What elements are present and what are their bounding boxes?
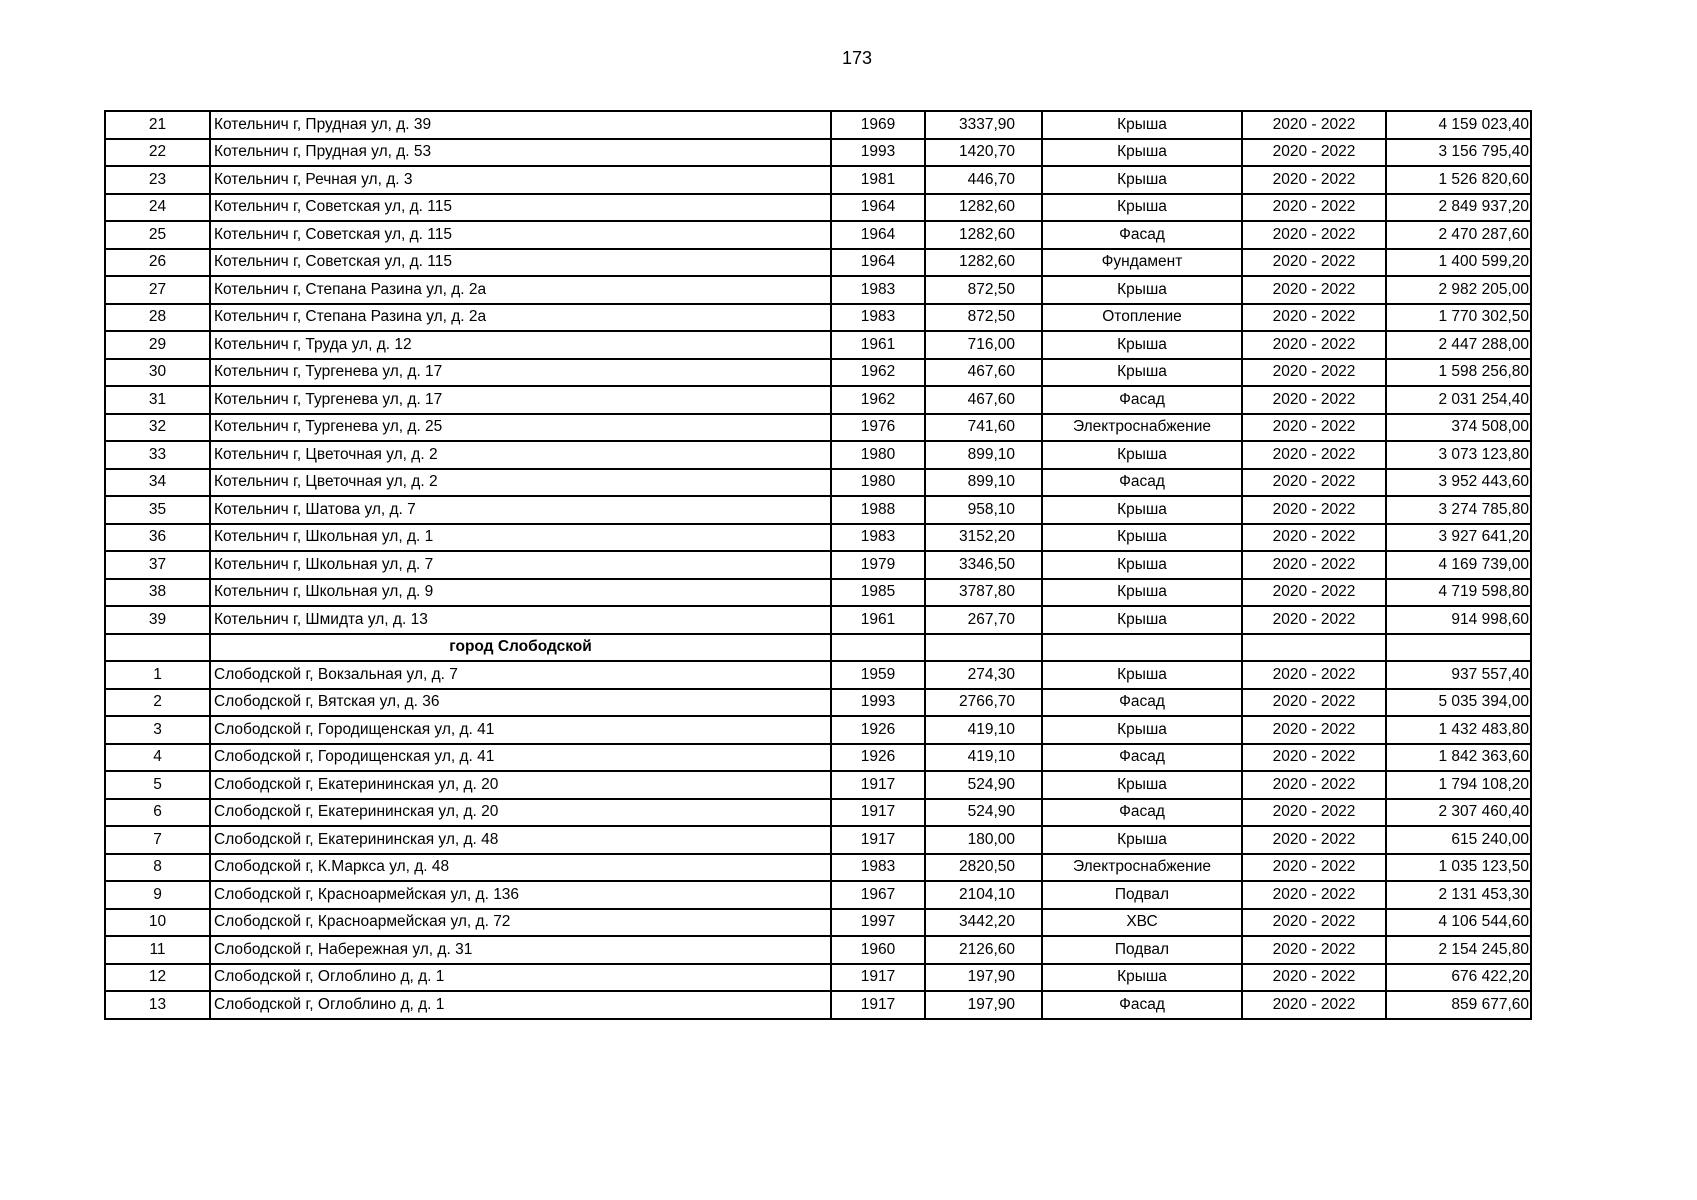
row-address: Слободской г, Оглоблино д, д. 1 (210, 964, 831, 992)
row-period: 2020 - 2022 (1242, 606, 1386, 634)
row-number: 22 (105, 139, 210, 167)
row-address: Котельнич г, Цветочная ул, д. 2 (210, 441, 831, 469)
row-address: Котельнич г, Советская ул, д. 115 (210, 194, 831, 222)
row-address: Слободской г, Городищенская ул, д. 41 (210, 716, 831, 744)
row-number: 12 (105, 964, 210, 992)
row-period: 2020 - 2022 (1242, 689, 1386, 717)
row-area: 180,00 (925, 826, 1042, 854)
row-number: 3 (105, 716, 210, 744)
table-row (105, 496, 1531, 524)
row-address: Котельнич г, Школьная ул, д. 1 (210, 524, 831, 552)
row-cost: 1 432 483,80 (1386, 716, 1531, 744)
row-area: 3346,50 (925, 551, 1042, 579)
row-area: 467,60 (925, 359, 1042, 387)
table-row (105, 359, 1531, 387)
row-address: Слободской г, Городищенская ул, д. 41 (210, 744, 831, 772)
row-year: 1993 (831, 689, 925, 717)
row-work-type: Крыша (1042, 826, 1242, 854)
row-cost: 859 677,60 (1386, 991, 1531, 1019)
table-body-part1 (105, 111, 1531, 634)
row-period: 2020 - 2022 (1242, 386, 1386, 414)
row-cost: 4 106 544,60 (1386, 909, 1531, 937)
row-period: 2020 - 2022 (1242, 579, 1386, 607)
row-year: 1926 (831, 716, 925, 744)
row-number: 21 (105, 111, 210, 139)
row-period: 2020 - 2022 (1242, 936, 1386, 964)
table-row (105, 689, 1531, 717)
table-row (105, 771, 1531, 799)
row-address: Котельнич г, Школьная ул, д. 9 (210, 579, 831, 607)
table-row (105, 524, 1531, 552)
table-row (105, 551, 1531, 579)
row-period: 2020 - 2022 (1242, 909, 1386, 937)
table-row (105, 139, 1531, 167)
row-number: 29 (105, 331, 210, 359)
row-period: 2020 - 2022 (1242, 991, 1386, 1019)
row-year: 1981 (831, 166, 925, 194)
table-row (105, 909, 1531, 937)
row-number: 1 (105, 661, 210, 689)
row-work-type: Крыша (1042, 276, 1242, 304)
row-period: 2020 - 2022 (1242, 414, 1386, 442)
row-cost: 676 422,20 (1386, 964, 1531, 992)
row-cost: 1 400 599,20 (1386, 249, 1531, 277)
row-area: 3442,20 (925, 909, 1042, 937)
page-number: 173 (841, 48, 873, 68)
section-empty-cell (1242, 634, 1386, 662)
row-cost: 1 598 256,80 (1386, 359, 1531, 387)
section-empty-cell (1042, 634, 1242, 662)
row-period: 2020 - 2022 (1242, 496, 1386, 524)
row-number: 26 (105, 249, 210, 277)
row-area: 3337,90 (925, 111, 1042, 139)
row-address: Котельнич г, Шатова ул, д. 7 (210, 496, 831, 524)
section-empty-cell (105, 634, 210, 662)
row-address: Котельнич г, Труда ул, д. 12 (210, 331, 831, 359)
row-area: 1282,60 (925, 194, 1042, 222)
row-area: 2126,60 (925, 936, 1042, 964)
row-work-type: Крыша (1042, 166, 1242, 194)
row-cost: 2 131 453,30 (1386, 881, 1531, 909)
row-period: 2020 - 2022 (1242, 194, 1386, 222)
row-cost: 1 794 108,20 (1386, 771, 1531, 799)
row-cost: 937 557,40 (1386, 661, 1531, 689)
row-year: 1917 (831, 799, 925, 827)
row-area: 274,30 (925, 661, 1042, 689)
row-year: 1964 (831, 221, 925, 249)
row-period: 2020 - 2022 (1242, 881, 1386, 909)
row-work-type: Крыша (1042, 661, 1242, 689)
row-address: Слободской г, Екатерининская ул, д. 20 (210, 771, 831, 799)
row-year: 1976 (831, 414, 925, 442)
table-row (105, 414, 1531, 442)
row-period: 2020 - 2022 (1242, 249, 1386, 277)
row-work-type: Фасад (1042, 991, 1242, 1019)
row-number: 7 (105, 826, 210, 854)
row-year: 1964 (831, 194, 925, 222)
row-number: 27 (105, 276, 210, 304)
row-work-type: Крыша (1042, 194, 1242, 222)
row-year: 1962 (831, 386, 925, 414)
table-row (105, 826, 1531, 854)
row-period: 2020 - 2022 (1242, 111, 1386, 139)
table-row (105, 276, 1531, 304)
row-cost: 4 159 023,40 (1386, 111, 1531, 139)
row-work-type: Фундамент (1042, 249, 1242, 277)
row-address: Слободской г, Красноармейская ул, д. 136 (210, 881, 831, 909)
row-period: 2020 - 2022 (1242, 139, 1386, 167)
row-period: 2020 - 2022 (1242, 826, 1386, 854)
row-area: 1282,60 (925, 221, 1042, 249)
row-year: 1917 (831, 771, 925, 799)
row-cost: 615 240,00 (1386, 826, 1531, 854)
row-year: 1980 (831, 469, 925, 497)
row-cost: 1 770 302,50 (1386, 304, 1531, 332)
row-work-type: Подвал (1042, 936, 1242, 964)
row-cost: 3 073 123,80 (1386, 441, 1531, 469)
row-work-type: Отопление (1042, 304, 1242, 332)
row-work-type: Крыша (1042, 441, 1242, 469)
row-address: Котельнич г, Тургенева ул, д. 17 (210, 359, 831, 387)
row-period: 2020 - 2022 (1242, 964, 1386, 992)
table-body-part2 (105, 661, 1531, 1019)
row-year: 1917 (831, 991, 925, 1019)
row-cost: 1 035 123,50 (1386, 854, 1531, 882)
row-area: 716,00 (925, 331, 1042, 359)
row-number: 32 (105, 414, 210, 442)
row-year: 1967 (831, 881, 925, 909)
row-period: 2020 - 2022 (1242, 771, 1386, 799)
row-work-type: Крыша (1042, 331, 1242, 359)
row-area: 899,10 (925, 469, 1042, 497)
row-work-type: Крыша (1042, 551, 1242, 579)
row-year: 1959 (831, 661, 925, 689)
row-address: Слободской г, Оглоблино д, д. 1 (210, 991, 831, 1019)
row-address: Котельнич г, Степана Разина ул, д. 2а (210, 276, 831, 304)
table-row (105, 166, 1531, 194)
table-row (105, 799, 1531, 827)
row-work-type: Крыша (1042, 524, 1242, 552)
row-area: 446,70 (925, 166, 1042, 194)
row-cost: 2 470 287,60 (1386, 221, 1531, 249)
row-area: 3152,20 (925, 524, 1042, 552)
row-area: 467,60 (925, 386, 1042, 414)
row-period: 2020 - 2022 (1242, 744, 1386, 772)
section-empty-cell (925, 634, 1042, 662)
row-number: 31 (105, 386, 210, 414)
row-cost: 3 156 795,40 (1386, 139, 1531, 167)
row-year: 1983 (831, 304, 925, 332)
row-address: Слободской г, Вокзальная ул, д. 7 (210, 661, 831, 689)
table-row (105, 249, 1531, 277)
row-area: 524,90 (925, 799, 1042, 827)
table-row (105, 304, 1531, 332)
row-address: Котельнич г, Прудная ул, д. 39 (210, 111, 831, 139)
row-cost: 374 508,00 (1386, 414, 1531, 442)
row-number: 36 (105, 524, 210, 552)
row-work-type: Крыша (1042, 606, 1242, 634)
row-address: Слободской г, Екатерининская ул, д. 20 (210, 799, 831, 827)
row-address: Котельнич г, Степана Разина ул, д. 2а (210, 304, 831, 332)
row-period: 2020 - 2022 (1242, 221, 1386, 249)
row-work-type: Электроснабжение (1042, 414, 1242, 442)
row-address: Котельнич г, Советская ул, д. 115 (210, 249, 831, 277)
row-number: 39 (105, 606, 210, 634)
row-number: 5 (105, 771, 210, 799)
row-number: 13 (105, 991, 210, 1019)
row-period: 2020 - 2022 (1242, 551, 1386, 579)
row-number: 37 (105, 551, 210, 579)
row-period: 2020 - 2022 (1242, 331, 1386, 359)
row-number: 11 (105, 936, 210, 964)
row-year: 1917 (831, 964, 925, 992)
row-cost: 914 998,60 (1386, 606, 1531, 634)
row-cost: 2 307 460,40 (1386, 799, 1531, 827)
section-title: город Слободской (210, 634, 831, 662)
row-year: 1988 (831, 496, 925, 524)
row-period: 2020 - 2022 (1242, 799, 1386, 827)
row-cost: 4 719 598,80 (1386, 579, 1531, 607)
row-area: 958,10 (925, 496, 1042, 524)
row-area: 197,90 (925, 964, 1042, 992)
row-year: 1960 (831, 936, 925, 964)
row-area: 872,50 (925, 276, 1042, 304)
row-number: 4 (105, 744, 210, 772)
row-cost: 1 526 820,60 (1386, 166, 1531, 194)
row-address: Котельнич г, Прудная ул, д. 53 (210, 139, 831, 167)
table-row (105, 579, 1531, 607)
row-period: 2020 - 2022 (1242, 469, 1386, 497)
row-number: 38 (105, 579, 210, 607)
row-year: 1979 (831, 551, 925, 579)
row-area: 419,10 (925, 716, 1042, 744)
row-period: 2020 - 2022 (1242, 854, 1386, 882)
row-year: 1926 (831, 744, 925, 772)
row-work-type: Крыша (1042, 496, 1242, 524)
row-cost: 3 274 785,80 (1386, 496, 1531, 524)
table-row (105, 936, 1531, 964)
table-row (105, 661, 1531, 689)
row-address: Котельнич г, Тургенева ул, д. 25 (210, 414, 831, 442)
row-cost: 3 927 641,20 (1386, 524, 1531, 552)
row-area: 1282,60 (925, 249, 1042, 277)
row-area: 419,10 (925, 744, 1042, 772)
section-header-row (105, 634, 1531, 662)
row-work-type: Фасад (1042, 744, 1242, 772)
row-area: 2104,10 (925, 881, 1042, 909)
row-address: Котельнич г, Школьная ул, д. 7 (210, 551, 831, 579)
row-work-type: Фасад (1042, 689, 1242, 717)
row-work-type: Крыша (1042, 359, 1242, 387)
row-number: 23 (105, 166, 210, 194)
row-year: 1993 (831, 139, 925, 167)
table-row (105, 991, 1531, 1019)
row-number: 34 (105, 469, 210, 497)
row-address: Котельнич г, Шмидта ул, д. 13 (210, 606, 831, 634)
row-year: 1980 (831, 441, 925, 469)
row-year: 1962 (831, 359, 925, 387)
row-cost: 3 952 443,60 (1386, 469, 1531, 497)
row-work-type: Крыша (1042, 579, 1242, 607)
row-number: 28 (105, 304, 210, 332)
row-area: 267,70 (925, 606, 1042, 634)
row-work-type: Крыша (1042, 964, 1242, 992)
row-area: 741,60 (925, 414, 1042, 442)
row-work-type: Электроснабжение (1042, 854, 1242, 882)
row-cost: 2 982 205,00 (1386, 276, 1531, 304)
table-row (105, 111, 1531, 139)
row-number: 25 (105, 221, 210, 249)
row-area: 3787,80 (925, 579, 1042, 607)
row-cost: 4 169 739,00 (1386, 551, 1531, 579)
row-address: Слободской г, Екатерининская ул, д. 48 (210, 826, 831, 854)
row-number: 9 (105, 881, 210, 909)
row-year: 1961 (831, 331, 925, 359)
section-empty-cell (831, 634, 925, 662)
row-work-type: Крыша (1042, 111, 1242, 139)
row-address: Котельнич г, Речная ул, д. 3 (210, 166, 831, 194)
row-period: 2020 - 2022 (1242, 524, 1386, 552)
row-year: 1969 (831, 111, 925, 139)
row-year: 1985 (831, 579, 925, 607)
row-address: Слободской г, Набережная ул, д. 31 (210, 936, 831, 964)
row-work-type: Фасад (1042, 469, 1242, 497)
row-year: 1917 (831, 826, 925, 854)
row-number: 6 (105, 799, 210, 827)
row-year: 1983 (831, 524, 925, 552)
row-number: 33 (105, 441, 210, 469)
table-row (105, 331, 1531, 359)
table-row (105, 606, 1531, 634)
row-period: 2020 - 2022 (1242, 441, 1386, 469)
row-year: 1964 (831, 249, 925, 277)
row-period: 2020 - 2022 (1242, 166, 1386, 194)
row-area: 899,10 (925, 441, 1042, 469)
row-year: 1961 (831, 606, 925, 634)
row-work-type: Подвал (1042, 881, 1242, 909)
row-period: 2020 - 2022 (1242, 276, 1386, 304)
table-row (105, 386, 1531, 414)
row-area: 872,50 (925, 304, 1042, 332)
row-work-type: Крыша (1042, 716, 1242, 744)
table-row (105, 881, 1531, 909)
row-number: 24 (105, 194, 210, 222)
row-area: 2766,70 (925, 689, 1042, 717)
row-cost: 1 842 363,60 (1386, 744, 1531, 772)
table-row (105, 744, 1531, 772)
section-empty-cell (1386, 634, 1531, 662)
row-address: Слободской г, К.Маркса ул, д. 48 (210, 854, 831, 882)
row-address: Слободской г, Красноармейская ул, д. 72 (210, 909, 831, 937)
table-row (105, 469, 1531, 497)
row-address: Котельнич г, Тургенева ул, д. 17 (210, 386, 831, 414)
table-row (105, 194, 1531, 222)
row-period: 2020 - 2022 (1242, 661, 1386, 689)
table-row (105, 716, 1531, 744)
table-row (105, 441, 1531, 469)
section-header-body (105, 634, 1531, 662)
row-year: 1983 (831, 854, 925, 882)
row-work-type: Крыша (1042, 771, 1242, 799)
row-work-type: Фасад (1042, 386, 1242, 414)
row-period: 2020 - 2022 (1242, 304, 1386, 332)
row-area: 197,90 (925, 991, 1042, 1019)
row-address: Слободской г, Вятская ул, д. 36 (210, 689, 831, 717)
table-row (105, 221, 1531, 249)
row-cost: 2 031 254,40 (1386, 386, 1531, 414)
row-cost: 2 154 245,80 (1386, 936, 1531, 964)
row-period: 2020 - 2022 (1242, 716, 1386, 744)
row-address: Котельнич г, Советская ул, д. 115 (210, 221, 831, 249)
row-work-type: ХВС (1042, 909, 1242, 937)
row-work-type: Крыша (1042, 139, 1242, 167)
row-year: 1983 (831, 276, 925, 304)
row-number: 35 (105, 496, 210, 524)
row-number: 2 (105, 689, 210, 717)
row-cost: 2 447 288,00 (1386, 331, 1531, 359)
row-year: 1997 (831, 909, 925, 937)
row-area: 1420,70 (925, 139, 1042, 167)
row-cost: 5 035 394,00 (1386, 689, 1531, 717)
repair-program-table (104, 110, 1532, 1020)
row-area: 2820,50 (925, 854, 1042, 882)
row-number: 10 (105, 909, 210, 937)
row-cost: 2 849 937,20 (1386, 194, 1531, 222)
row-number: 8 (105, 854, 210, 882)
table-row (105, 854, 1531, 882)
table-row (105, 964, 1531, 992)
row-area: 524,90 (925, 771, 1042, 799)
row-address: Котельнич г, Цветочная ул, д. 2 (210, 469, 831, 497)
row-period: 2020 - 2022 (1242, 359, 1386, 387)
row-work-type: Фасад (1042, 799, 1242, 827)
row-work-type: Фасад (1042, 221, 1242, 249)
row-number: 30 (105, 359, 210, 387)
